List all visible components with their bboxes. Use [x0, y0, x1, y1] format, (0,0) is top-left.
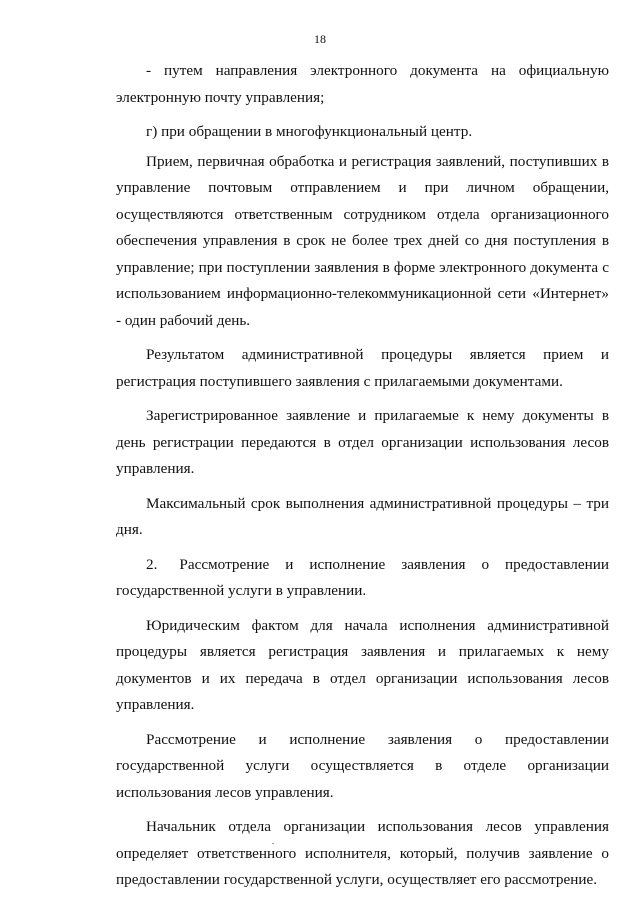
paragraph-procedure-result: Результатом административной процедуры является прием и регистрация поступившего заявления с прилагаемыми документами.	[116, 346, 609, 390]
paragraph-registration-procedure: Прием, первичная обработка и регистрация заявлений, поступивших в управление почтовым отправлением и при личном обращении, осуществляются ответственным сотрудником отдела организационного обеспечения управления в срок не более трех дней со дня поступления в управление; при поступлении заявления в форме электронного документа с использованием информационно-телекоммуникационной сети «Интернет» - один рабочий день.	[116, 152, 609, 329]
section-title: Рассмотрение и исполнение заявления о предоставлении государственной услуги в управлении.	[116, 555, 609, 599]
paragraph-email-submission: - путем направления электронного документа на официальную электронную почту управления;	[116, 62, 609, 106]
paragraph-max-duration: Максимальный срок выполнения административной процедуры – три дня.	[116, 494, 609, 538]
paragraph-responsible-executor: Начальник отдела организации использования лесов управления определяет ответственного исполнителя, который, получив заявление о предоставлении государственной услуги, осуществляет его рассмотрение.	[116, 818, 609, 888]
paragraph-transfer-to-department: Зарегистрированное заявление и прилагаемые к нему документы в день регистрации передаются в отдел организации использования лесов управления.	[116, 407, 609, 477]
paragraph-review-location: Рассмотрение и исполнение заявления о предоставлении государственной услуги осуществляется в отделе организации использования лесов управления.	[116, 730, 609, 801]
paragraph-legal-fact: Юридическим фактом для начала исполнения административной процедуры является регистрация заявления и прилагаемых к нему документов и их передача в отдел организации использования лесов управления.	[116, 616, 609, 713]
document-body	[116, 58, 609, 902]
page-number: 18	[314, 32, 326, 46]
paragraph-mfc-submission: г) при обращении в многофункциональный центр.	[146, 123, 473, 140]
scan-speck	[272, 843, 274, 844]
section-number: 2.	[146, 555, 158, 573]
section-heading-review	[116, 552, 609, 605]
